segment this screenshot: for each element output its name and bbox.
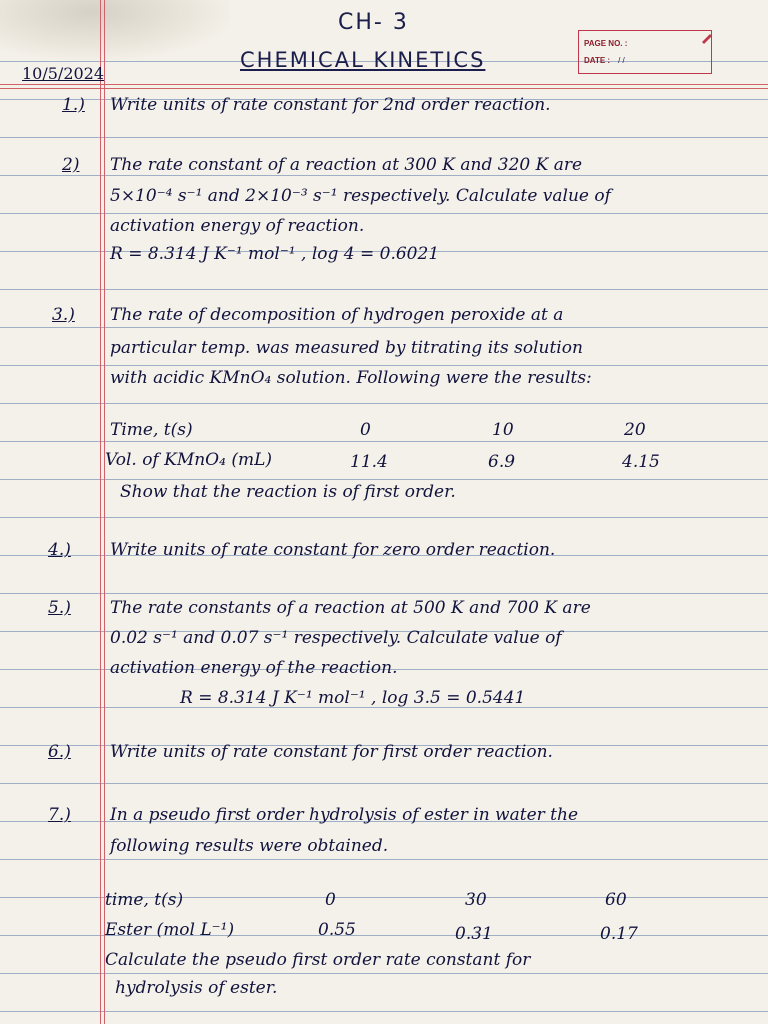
page-date-box	[578, 30, 712, 74]
question-text: The rate constants of a reaction at 500 K and 700 K are	[110, 598, 591, 618]
table-cell: 10	[492, 420, 514, 440]
question-text: Write units of rate constant for first order reaction.	[110, 742, 553, 762]
date-label: DATE :	[584, 56, 611, 65]
question-footer: Calculate the pseudo first order rate constant for	[105, 950, 531, 970]
question-text: The rate of decomposition of hydrogen peroxide at a	[110, 305, 564, 325]
question-text: following results were obtained.	[110, 836, 389, 856]
table-row-label: Ester (mol L⁻¹)	[105, 920, 235, 940]
question-number: 1.)	[62, 95, 85, 115]
header-rule-inner	[0, 88, 768, 89]
question-text: R = 8.314 J K⁻¹ mol⁻¹ , log 3.5 = 0.5441	[180, 688, 526, 708]
question-number: 7.)	[48, 805, 71, 825]
pen-icon	[700, 30, 714, 44]
table-cell: 4.15	[622, 452, 660, 472]
question-text: R = 8.314 J K⁻¹ mol⁻¹ , log 4 = 0.6021	[110, 244, 440, 264]
written-date: 10/5/2024	[22, 64, 105, 83]
table-row-label: Vol. of KMnO₄ (mL)	[105, 450, 273, 470]
table-cell: 20	[624, 420, 646, 440]
table-row-label: Time, t(s)	[110, 420, 193, 440]
question-text: activation energy of reaction.	[110, 216, 365, 236]
table-cell: 0	[360, 420, 371, 440]
question-number: 5.)	[48, 598, 71, 618]
question-text: Write units of rate constant for 2nd order reaction.	[110, 95, 551, 115]
table-cell: 0.17	[600, 924, 638, 944]
table-cell: 6.9	[488, 452, 516, 472]
question-number: 2)	[62, 155, 80, 175]
table-cell: 0.55	[318, 920, 356, 940]
table-cell: 60	[605, 890, 627, 910]
question-text: activation energy of the reaction.	[110, 658, 398, 678]
table-cell: 0	[325, 890, 336, 910]
table-cell: 30	[465, 890, 487, 910]
table-row-label: time, t(s)	[105, 890, 184, 910]
table-cell: 0.31	[455, 924, 493, 944]
margin-line	[100, 0, 101, 1024]
question-footer: hydrolysis of ester.	[115, 978, 278, 998]
question-footer: Show that the reaction is of first order.	[120, 482, 456, 502]
date-value: / /	[618, 56, 625, 65]
question-text: with acidic KMnO₄ solution. Following were the results:	[110, 368, 592, 388]
question-number: 6.)	[48, 742, 71, 762]
paper-stain	[0, 0, 230, 60]
table-cell: 11.4	[350, 452, 388, 472]
question-number: 4.)	[48, 540, 71, 560]
page-no-label: PAGE NO. :	[584, 39, 628, 48]
question-text: particular temp. was measured by titrating its solution	[110, 338, 583, 358]
question-text: 5×10⁻⁴ s⁻¹ and 2×10⁻³ s⁻¹ respectively. Calculate value of	[110, 186, 611, 206]
page-title: CHEMICAL KINETICS	[240, 48, 486, 72]
question-text: Write units of rate constant for zero order reaction.	[110, 540, 556, 560]
chapter-heading: CH- 3	[338, 10, 409, 35]
margin-line-inner	[104, 0, 105, 1024]
question-text: In a pseudo first order hydrolysis of ester in water the	[110, 805, 579, 825]
question-number: 3.)	[52, 305, 75, 325]
question-text: The rate constant of a reaction at 300 K and 320 K are	[110, 155, 583, 175]
question-text: 0.02 s⁻¹ and 0.07 s⁻¹ respectively. Calculate value of	[110, 628, 562, 648]
header-rule	[0, 84, 768, 85]
